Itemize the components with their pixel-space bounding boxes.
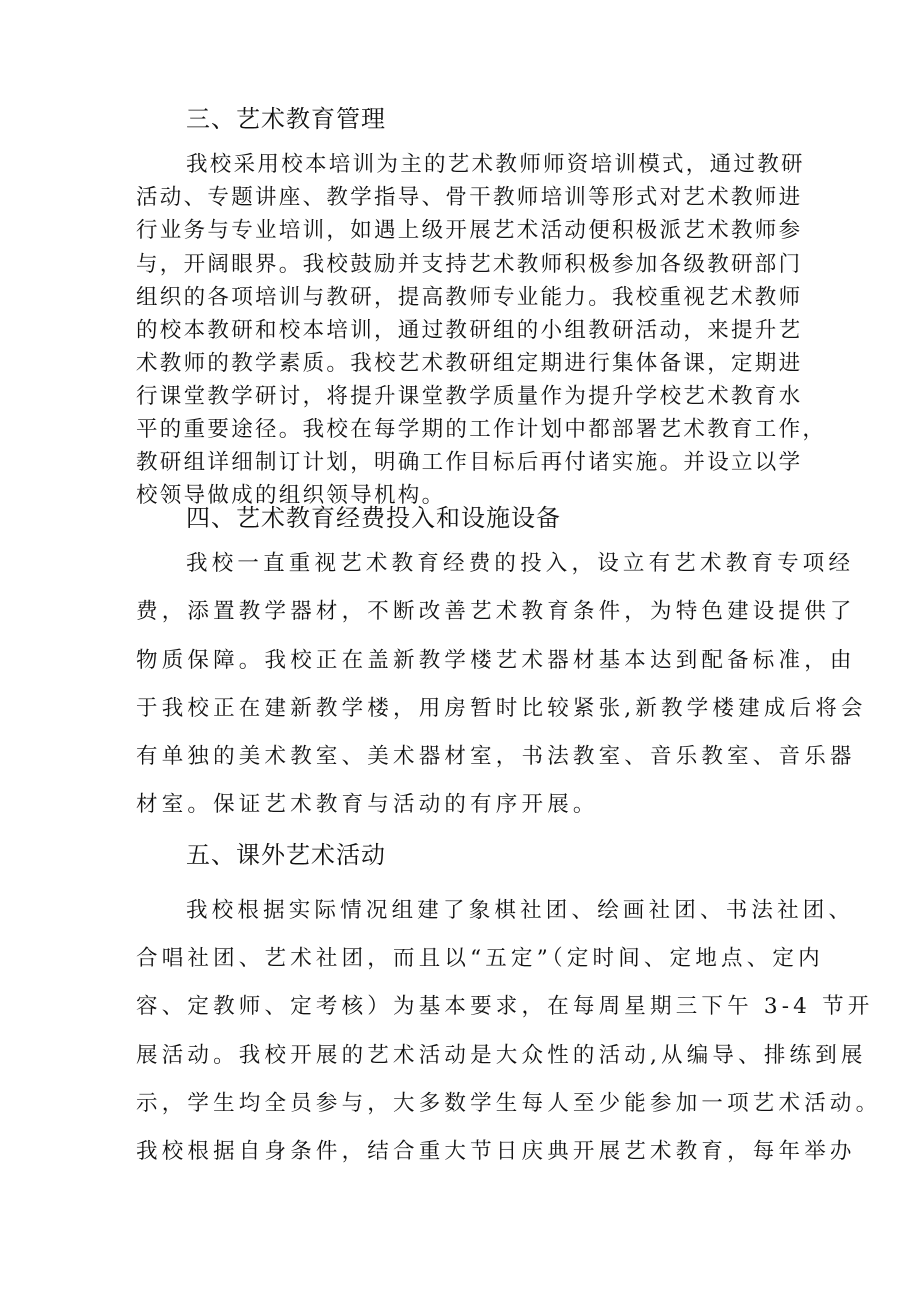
section-3-heading: 三、艺术教育管理 bbox=[186, 105, 386, 133]
section-3-line: 活动、专题讲座、教学指导、骨干教师培训等形式对艺术教师进 bbox=[136, 185, 803, 210]
section-3-line: 术教师的教学素质。我校艺术教研组定期进行集体备课，定期进 bbox=[136, 351, 803, 376]
section-3-line: 与，开阔眼界。我校鼓励并支持艺术教师积极参加各级教研部门 bbox=[136, 252, 803, 277]
section-4-line: 材室。保证艺术教育与活动的有序开展。 bbox=[136, 792, 599, 817]
section-5-line: 展活动。我校开展的艺术活动是大众性的活动,从编导、排练到展 bbox=[136, 1043, 867, 1068]
section-5-line: 容、定教师、定考核）为基本要求，在每周星期三下午 3-4 节开 bbox=[136, 994, 874, 1019]
section-4-line: 费，添置教学器材，不断改善艺术教育条件，为特色建设提供了 bbox=[136, 599, 856, 624]
section-3-line: 校领导做成的组织领导机构。 bbox=[136, 483, 446, 508]
section-3-line: 我校采用校本培训为主的艺术教师师资培训模式，通过教研 bbox=[186, 152, 805, 177]
section-4-heading: 四、艺术教育经费投入和设施设备 bbox=[186, 504, 561, 532]
section-3-line: 的校本教研和校本培训，通过教研组的小组教研活动，来提升艺 bbox=[136, 318, 803, 343]
section-4-line: 于我校正在建新教学楼，用房暂时比较紧张,新教学楼建成后将会 bbox=[136, 696, 867, 721]
section-3-line: 组织的各项培训与教研，提高教师专业能力。我校重视艺术教师 bbox=[136, 285, 803, 310]
section-4-line: 我校一直重视艺术教育经费的投入，设立有艺术教育专项经 bbox=[186, 551, 855, 576]
section-5-line: 我校根据自身条件，结合重大节日庆典开展艺术教育，每年举办 bbox=[136, 1139, 856, 1164]
section-4-line: 有单独的美术教室、美术器材室，书法教室、音乐教室、音乐器 bbox=[136, 744, 856, 769]
section-3-line: 行课堂教学研讨，将提升课堂教学质量作为提升学校艺术教育水 bbox=[136, 384, 803, 409]
section-5-line: 我校根据实际情况组建了象棋社团、绘画社团、书法社团、 bbox=[186, 898, 855, 923]
section-3-line: 平的重要途径。我校在每学期的工作计划中都部署艺术教育工作， bbox=[136, 417, 827, 442]
section-3-line: 教研组详细制订计划，明确工作目标后再付诸实施。并设立以学 bbox=[136, 450, 803, 475]
section-5-line: 示，学生均全员参与，大多数学生每人至少能参加一项艺术活动。 bbox=[136, 1091, 882, 1116]
section-4-line: 物质保障。我校正在盖新教学楼艺术器材基本达到配备标准，由 bbox=[136, 648, 856, 673]
section-5-heading: 五、课外艺术活动 bbox=[186, 841, 386, 869]
section-5-line: 合唱社团、艺术社团，而且以“五定”（定时间、定地点、定内 bbox=[136, 946, 824, 971]
section-3-line: 行业务与专业培训，如遇上级开展艺术活动便积极派艺术教师参 bbox=[136, 218, 803, 243]
